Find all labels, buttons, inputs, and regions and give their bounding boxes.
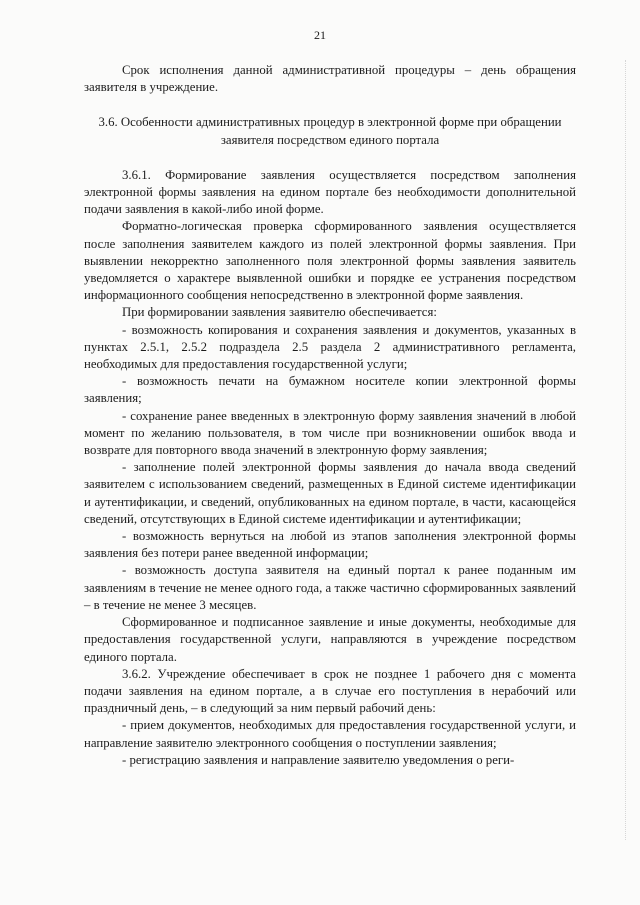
- paragraph-submission: Сформированное и подписанное заявление и иные документы, необходимые для предоставления государственной услуги, направляются в учреждение посредством единого портала.: [84, 615, 576, 664]
- list-item: - возможность вернуться на любой из этапов заполнения электронной формы заявления без потери ранее введенной информации;: [84, 529, 576, 561]
- scan-edge-marks: [623, 60, 626, 840]
- page-number: 21: [314, 28, 326, 42]
- list-item: - возможность доступа заявителя на единый портал к ранее поданным им заявлениям в течение не менее одного года, а также частично сформированных заявлений – в течение не менее 3 месяцев.: [84, 563, 576, 612]
- document-body: [84, 62, 576, 769]
- list-item: - прием документов, необходимых для предоставления государственной услуги, и направление заявителю электронного сообщения о поступлении заявления;: [84, 718, 576, 750]
- paragraph-3-6-1: 3.6.1. Формирование заявления осуществляется посредством заполнения электронной формы заявления на едином портале без необходимости дополнительной подачи заявления в какой-либо иной форме.: [84, 167, 576, 217]
- list-item: - сохранение ранее введенных в электронную форму заявления значений в любой момент по желанию пользователя, в том числе при возникновении ошибок ввода и возврате для повторного ввода значений в электронную форму заявления;: [84, 408, 576, 458]
- list-item: - заполнение полей электронной формы заявления до начала ввода сведений заявителем с использованием сведений, размещенных в Единой системе идентификации и аутентификации, и сведений, опубликованных на едином портале, в части, касающейся сведений, отсутствующих в Единой системе идентификации и аутентификации;: [84, 460, 576, 526]
- paragraph-provided-intro: При формировании заявления заявителю обеспечивается:: [122, 305, 437, 320]
- list-item: - возможность печати на бумажном носителе копии электронной формы заявления;: [84, 374, 576, 406]
- paragraph-format-logical-check: Форматно-логическая проверка сформированного заявления осуществляется после заполнения заявителем каждого из полей электронной формы заявления. При выявлении некорректно заполненного поля электронной формы заявления заявитель уведомляется о характере выявленной ошибки и порядке ее устранения посредством информационного сообщения непосредственно в электронной форме заявления.: [84, 219, 576, 303]
- list-item: - возможность копирования и сохранения заявления и документов, указанных в пунктах 2.5.1, 2.5.2 подраздела 2.5 раздела 2 административного регламента, необходимых для предоставления государственной услуги;: [84, 322, 576, 372]
- list-item: - регистрацию заявления и направление заявителю уведомления о реги-: [122, 752, 515, 767]
- paragraph-deadline: Срок исполнения данной административной процедуры – день обращения заявителя в учреждение.: [84, 63, 576, 95]
- paragraph-3-6-2: 3.6.2. Учреждение обеспечивает в срок не позднее 1 рабочего дня с момента подачи заявления на едином портале, а в случае его поступления в нерабочий или праздничный день, – в следующий за ним первый рабочий день:: [84, 666, 576, 716]
- section-heading-3-6: 3.6. Особенности административных процедур в электронной форме при обращении заявителя посредством единого портала: [98, 115, 562, 147]
